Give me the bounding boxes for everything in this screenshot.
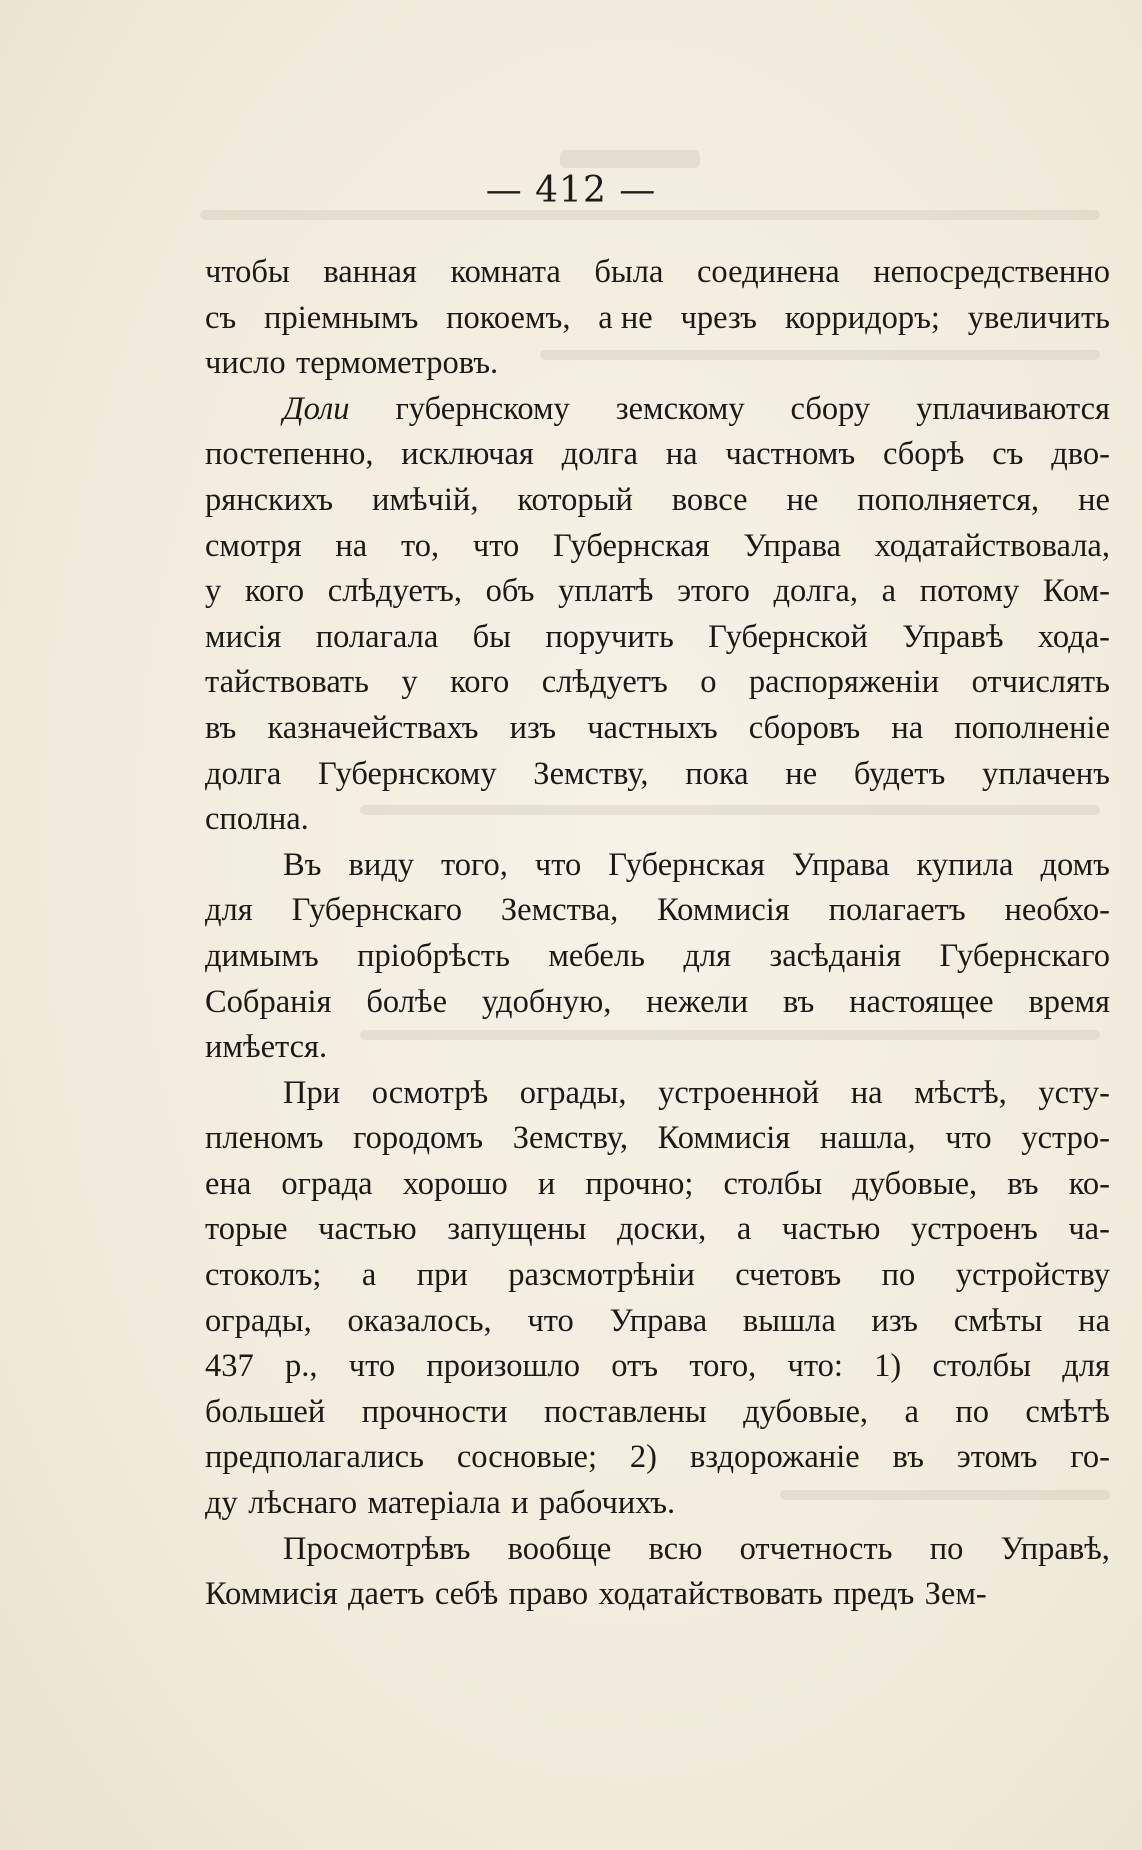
word: въ bbox=[892, 1439, 924, 1476]
text-line bbox=[205, 1390, 1110, 1436]
word: отчислять bbox=[971, 664, 1110, 701]
word: частью bbox=[318, 1211, 417, 1248]
word: осмотрѣ bbox=[371, 1074, 489, 1111]
word: сбору bbox=[790, 390, 871, 427]
word: отъ bbox=[611, 1348, 659, 1385]
word: Губернская bbox=[552, 527, 710, 564]
word: постепенно, bbox=[205, 436, 374, 473]
word: потому bbox=[919, 573, 1020, 610]
word: прочности bbox=[361, 1393, 508, 1430]
text-line bbox=[205, 432, 1110, 478]
word: что bbox=[534, 846, 582, 883]
word: о bbox=[700, 664, 717, 701]
word: дво- bbox=[1051, 436, 1110, 473]
word: пока bbox=[685, 755, 749, 792]
word: предполагались bbox=[205, 1439, 424, 1476]
word: въ bbox=[1007, 1165, 1039, 1202]
word: что bbox=[527, 1302, 574, 1339]
word: удобную, bbox=[481, 983, 612, 1020]
word: а bbox=[361, 1257, 377, 1294]
word: ограды, bbox=[519, 1074, 627, 1111]
text-line bbox=[205, 843, 1110, 889]
word: стоколъ; bbox=[205, 1257, 322, 1294]
word: сосновые; bbox=[456, 1439, 598, 1476]
word: Управѣ bbox=[902, 618, 1004, 655]
word: купила bbox=[916, 846, 1014, 883]
word: р., bbox=[284, 1348, 318, 1385]
word: который bbox=[517, 481, 633, 518]
word: частныхъ bbox=[587, 709, 718, 746]
word: поставлены bbox=[544, 1393, 707, 1430]
word: болѣе bbox=[366, 983, 447, 1020]
text-line bbox=[205, 797, 1110, 843]
word: кого bbox=[244, 573, 305, 610]
word: полагаетъ bbox=[828, 892, 966, 929]
word: всю bbox=[648, 1530, 703, 1567]
word: 1) bbox=[874, 1348, 902, 1385]
text-line bbox=[205, 888, 1110, 934]
word: этого bbox=[677, 573, 750, 610]
word: пленомъ bbox=[205, 1120, 324, 1157]
word: разсмотрѣніи bbox=[508, 1257, 695, 1294]
word: смѣты bbox=[953, 1302, 1043, 1339]
word: у bbox=[401, 664, 418, 701]
word: что bbox=[945, 1120, 992, 1157]
word: прочно; bbox=[585, 1165, 694, 1202]
paragraph bbox=[205, 387, 1110, 843]
word: мебель bbox=[548, 937, 645, 974]
word: оказалось, bbox=[347, 1302, 492, 1339]
word: домъ bbox=[1040, 846, 1110, 883]
word: распоряженіи bbox=[748, 664, 940, 701]
word: усту- bbox=[1038, 1074, 1110, 1111]
word: кого bbox=[450, 664, 510, 701]
word: долга bbox=[561, 436, 638, 473]
word: съ bbox=[992, 436, 1024, 473]
text-line bbox=[205, 1253, 1110, 1299]
word: предъ bbox=[833, 1576, 915, 1613]
text-line bbox=[205, 387, 1110, 433]
word: не bbox=[785, 755, 818, 792]
word: торые bbox=[205, 1211, 288, 1248]
word: вообще bbox=[507, 1530, 612, 1567]
word: ду bbox=[205, 1485, 238, 1522]
word: для bbox=[1062, 1348, 1110, 1385]
word: термометровъ. bbox=[296, 345, 499, 382]
word: Ком- bbox=[1042, 573, 1110, 610]
word: засѣданія bbox=[769, 937, 902, 974]
word: что bbox=[472, 527, 520, 564]
text-line bbox=[205, 1162, 1110, 1208]
word: слѣдуетъ, bbox=[327, 573, 462, 610]
word: большей bbox=[205, 1393, 326, 1430]
word: а bbox=[736, 1211, 752, 1248]
word: увеличить bbox=[967, 299, 1110, 336]
word: Губернскому bbox=[318, 755, 497, 792]
word: Коммисія bbox=[657, 1120, 791, 1157]
text-line bbox=[205, 1116, 1110, 1162]
word: устроенной bbox=[658, 1074, 820, 1111]
word: сполна. bbox=[205, 801, 309, 838]
word: вышла bbox=[742, 1302, 836, 1339]
word: по bbox=[955, 1393, 989, 1430]
word: не bbox=[1078, 481, 1110, 518]
word: Коммисія bbox=[205, 1576, 338, 1613]
word: слѣдуетъ bbox=[541, 664, 668, 701]
word: мисія bbox=[205, 618, 282, 655]
word: изъ bbox=[509, 709, 557, 746]
word: ходатайствовать bbox=[598, 1576, 823, 1613]
word: ена bbox=[205, 1165, 252, 1202]
word: столбы bbox=[932, 1348, 1032, 1385]
word: рабочихъ. bbox=[538, 1485, 676, 1522]
word: Управа bbox=[609, 1302, 708, 1339]
word: право bbox=[508, 1576, 589, 1613]
word: Управа bbox=[791, 846, 890, 883]
word: того, bbox=[689, 1348, 757, 1385]
word: съ bbox=[205, 299, 237, 336]
word: дубовые, bbox=[852, 1165, 978, 1202]
word: у bbox=[205, 573, 222, 610]
word: Собранія bbox=[205, 983, 332, 1020]
word: имѣется. bbox=[205, 1029, 328, 1066]
word: настоящее bbox=[849, 983, 994, 1020]
word: При bbox=[283, 1074, 341, 1111]
word: Доли bbox=[283, 390, 350, 427]
word: 437 bbox=[205, 1348, 254, 1385]
word: Земства, bbox=[500, 892, 619, 929]
word: вовсе bbox=[671, 481, 748, 518]
word: земскому bbox=[615, 390, 745, 427]
word: покоемъ, bbox=[446, 299, 571, 336]
word: устроенъ bbox=[910, 1211, 1038, 1248]
word: ограды, bbox=[205, 1302, 312, 1339]
word: смотря bbox=[205, 527, 302, 564]
word: въ bbox=[205, 709, 237, 746]
text-line bbox=[205, 706, 1110, 752]
text-line bbox=[205, 1025, 1110, 1071]
word: исключая bbox=[401, 436, 534, 473]
word: а bbox=[881, 573, 897, 610]
word: соединена bbox=[697, 254, 840, 290]
text-line bbox=[205, 1071, 1110, 1117]
paragraph bbox=[205, 250, 1110, 387]
word: Земству, bbox=[512, 1120, 628, 1157]
word: при bbox=[416, 1257, 468, 1294]
word: то, bbox=[400, 527, 440, 564]
word: столбы bbox=[723, 1165, 823, 1202]
body-text bbox=[205, 250, 1110, 1618]
word: на bbox=[891, 709, 924, 746]
page-number: — 412 — bbox=[485, 170, 657, 211]
word: уплаченъ bbox=[981, 755, 1110, 792]
text-line bbox=[205, 1572, 1110, 1618]
word: полагала bbox=[315, 618, 439, 655]
text-line bbox=[205, 752, 1110, 798]
word: для bbox=[683, 937, 732, 974]
paragraph bbox=[205, 1071, 1110, 1527]
word: пополненіе bbox=[954, 709, 1110, 746]
word: что: bbox=[787, 1348, 843, 1385]
word: губернскому bbox=[395, 390, 570, 427]
word: хода- bbox=[1037, 618, 1110, 655]
word: димымъ bbox=[205, 937, 319, 974]
word: смѣтѣ bbox=[1025, 1393, 1110, 1430]
word: даетъ bbox=[348, 1576, 425, 1613]
word: матеріала bbox=[367, 1485, 501, 1522]
word: бы bbox=[472, 618, 511, 655]
word: 2) bbox=[629, 1439, 657, 1476]
word: Губернская bbox=[608, 846, 765, 883]
text-line bbox=[205, 980, 1110, 1026]
word: нежели bbox=[646, 983, 749, 1020]
word: Въ bbox=[283, 846, 322, 883]
word: частью bbox=[781, 1211, 881, 1248]
word: запущены bbox=[447, 1211, 587, 1248]
word: того, bbox=[440, 846, 508, 883]
word: Зем- bbox=[924, 1576, 987, 1613]
text-line bbox=[205, 1481, 1110, 1527]
word: городомъ bbox=[353, 1120, 483, 1157]
word: вздорожаніе bbox=[689, 1439, 860, 1476]
word: уплачиваются bbox=[916, 390, 1110, 427]
word: устройству bbox=[955, 1257, 1110, 1294]
word: лѣснаго bbox=[248, 1485, 358, 1522]
word: Управѣ, bbox=[1000, 1530, 1110, 1567]
word: виду bbox=[348, 846, 414, 883]
word: произошло bbox=[426, 1348, 581, 1385]
word: а bbox=[904, 1393, 919, 1430]
word: и bbox=[537, 1165, 556, 1202]
word: на bbox=[850, 1074, 883, 1111]
word: по bbox=[929, 1530, 964, 1567]
word: долга bbox=[205, 755, 282, 792]
text-line bbox=[205, 1435, 1110, 1481]
word: дубовые, bbox=[743, 1393, 869, 1430]
word: Управа bbox=[743, 527, 841, 564]
word: по bbox=[881, 1257, 916, 1294]
word: Коммисія bbox=[657, 892, 790, 929]
word: хорошо bbox=[402, 1165, 508, 1202]
word: сборовъ bbox=[748, 709, 861, 746]
word: Губернской bbox=[708, 618, 868, 655]
word: устро- bbox=[1021, 1120, 1110, 1157]
word: ко- bbox=[1068, 1165, 1110, 1202]
word: на bbox=[1078, 1302, 1110, 1339]
word: поручить bbox=[545, 618, 674, 655]
word: частномъ bbox=[725, 436, 856, 473]
text-line bbox=[205, 296, 1110, 342]
word: ванная bbox=[323, 254, 417, 290]
text-line bbox=[205, 1299, 1110, 1345]
word: сборѣ bbox=[882, 436, 965, 473]
text-line bbox=[205, 615, 1110, 661]
word: чрезъ bbox=[680, 299, 757, 336]
word: ходатайствовала, bbox=[874, 527, 1110, 564]
word: пріемнымъ bbox=[264, 299, 419, 336]
word: будетъ bbox=[853, 755, 946, 792]
text-line bbox=[205, 1527, 1110, 1573]
word: счетовъ bbox=[735, 1257, 842, 1294]
word: пріобрѣсть bbox=[357, 937, 510, 974]
word: Губернскаго bbox=[291, 892, 463, 929]
word: Земству, bbox=[533, 755, 649, 792]
word: Просмотрѣвъ bbox=[283, 1530, 471, 1567]
word: ограда bbox=[281, 1165, 373, 1202]
text-line bbox=[205, 569, 1110, 615]
word: объ bbox=[485, 573, 535, 610]
word: для bbox=[205, 892, 253, 929]
word: мѣстѣ, bbox=[914, 1074, 1007, 1111]
word: этомъ bbox=[956, 1439, 1038, 1476]
text-line bbox=[205, 478, 1110, 524]
text-line bbox=[205, 1344, 1110, 1390]
word: Губернскаго bbox=[939, 937, 1110, 974]
paragraph bbox=[205, 843, 1110, 1071]
word: изъ bbox=[871, 1302, 918, 1339]
word: тайствовать bbox=[205, 664, 369, 701]
word: комната bbox=[450, 254, 561, 290]
word: доски, bbox=[616, 1211, 707, 1248]
word: чтобы bbox=[205, 254, 290, 290]
word: необхо- bbox=[1004, 892, 1110, 929]
word: была bbox=[594, 254, 664, 290]
word: что bbox=[348, 1348, 396, 1385]
paragraph bbox=[205, 1527, 1110, 1618]
text-line bbox=[205, 660, 1110, 706]
word: казначействахъ bbox=[267, 709, 479, 746]
word: корридоръ; bbox=[784, 299, 940, 336]
word: въ bbox=[782, 983, 815, 1020]
word: и bbox=[511, 1485, 529, 1522]
word: на bbox=[665, 436, 698, 473]
word: уплатѣ bbox=[558, 573, 654, 610]
word: на bbox=[335, 527, 368, 564]
text-line bbox=[205, 524, 1110, 570]
word: число bbox=[205, 345, 286, 382]
word: долга, bbox=[773, 573, 858, 610]
word: непосредственно bbox=[873, 254, 1110, 290]
word: не bbox=[786, 481, 819, 518]
word: пополняется, bbox=[857, 481, 1040, 518]
word: имѣчій, bbox=[371, 481, 479, 518]
text-line bbox=[205, 1207, 1110, 1253]
text-line bbox=[205, 250, 1110, 296]
word: время bbox=[1028, 983, 1110, 1020]
word: а не bbox=[598, 299, 653, 336]
word: рянскихъ bbox=[205, 481, 334, 518]
text-line bbox=[205, 934, 1110, 980]
word: себѣ bbox=[434, 1576, 499, 1613]
word: ча- bbox=[1068, 1211, 1110, 1248]
word: нашла, bbox=[819, 1120, 916, 1157]
text-line bbox=[205, 341, 1110, 387]
word: отчетность bbox=[739, 1530, 893, 1567]
word: го- bbox=[1070, 1439, 1110, 1476]
